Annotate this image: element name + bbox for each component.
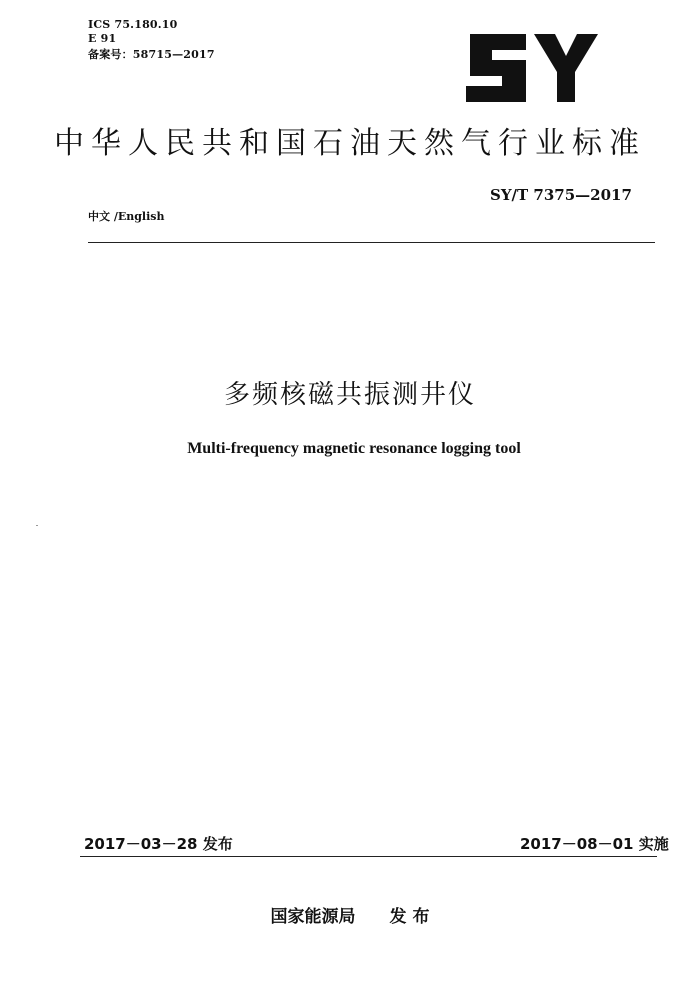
implement-date: 2017－08－01 实施: [520, 835, 669, 853]
title-english: Multi-frequency magnetic resonance logging tool: [187, 440, 521, 457]
language-note: 中文 /English: [88, 210, 165, 223]
issuer-action: 发 布: [389, 907, 430, 927]
header-divider: [88, 242, 655, 243]
standard-category: 中华人民共和国石油天然气行业标准: [54, 126, 646, 161]
standard-number: SY/T 7375—2017: [490, 186, 632, 204]
publish-date: 2017－03－28 发布: [84, 835, 233, 853]
footer-divider: [80, 856, 657, 857]
issuer-line: [0, 902, 700, 927]
title-chinese: 多频核磁共振测井仪: [223, 380, 476, 410]
record-number: 备案号：58715—2017: [88, 48, 215, 61]
scan-speck: [36, 525, 38, 526]
issuer-name: 国家能源局: [270, 907, 356, 927]
sy-logo-icon: [462, 30, 600, 106]
sy-logo: [462, 30, 600, 106]
ics-code: ICS 75.180.10: [88, 18, 178, 31]
ccs-code: E 91: [88, 32, 117, 45]
